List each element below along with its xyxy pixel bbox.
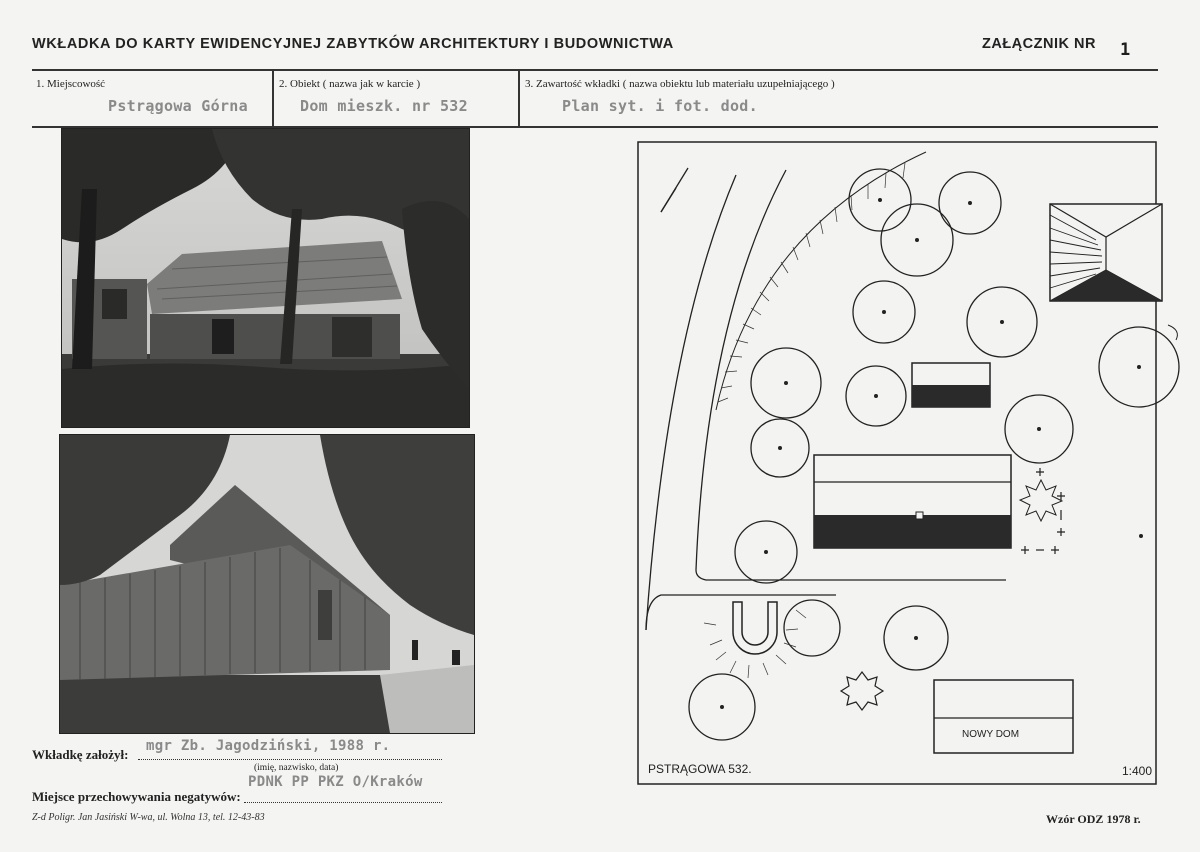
field-divider-2 xyxy=(518,70,520,126)
printer-imprint: Z-d Poligr. Jan Jasiński W-wa, ul. Wolna 13, tel. 12-43-83 xyxy=(32,812,265,823)
site-plan xyxy=(636,140,1186,788)
photo-house-front-image xyxy=(62,129,469,427)
plan-place-label: PSTRĄGOWA 532. xyxy=(648,762,752,776)
new-house-label: NOWY DOM xyxy=(962,729,1020,740)
form-id: Wzór ODZ 1978 r. xyxy=(1046,812,1141,826)
annex-label: ZAŁĄCZNIK NR xyxy=(982,36,1096,52)
author-value: mgr Zb. Jagodziński, 1988 r. xyxy=(146,738,391,754)
photo-house-side-image xyxy=(60,435,474,733)
photo-house-side xyxy=(59,434,475,734)
header-rule xyxy=(32,69,1158,71)
object-value: Dom mieszk. nr 532 xyxy=(300,97,468,115)
site-plan-drawing xyxy=(636,140,1186,788)
author-label: Wkładkę założył: xyxy=(32,747,129,762)
document-title: WKŁADKA DO KARTY EWIDENCYJNEJ ZABYTKÓW ARCHITEKTURY I BUDOWNICTWA xyxy=(32,36,674,52)
storage-label: Miejsce przechowywania negatywów: xyxy=(32,789,241,804)
field-divider-1 xyxy=(272,70,274,126)
object-label: 2. Obiekt ( nazwa jak w karcie ) xyxy=(279,78,421,90)
storage-value: PDNK PP PKZ O/Kraków xyxy=(248,774,423,790)
plan-scale: 1:400 xyxy=(1122,764,1153,778)
author-hint: (imię, nazwisko, data) xyxy=(254,763,339,773)
contents-label: 3. Zawartość wkładki ( nazwa obiektu lub materiału uzupełniającego ) xyxy=(525,78,835,90)
locality-value: Pstrągowa Górna xyxy=(108,97,248,115)
locality-label: 1. Miejscowość xyxy=(36,78,106,90)
author-dotted-line xyxy=(138,759,442,760)
annex-number: 1 xyxy=(1120,40,1131,60)
contents-value: Plan syt. i fot. dod. xyxy=(562,97,758,115)
storage-dotted-line xyxy=(244,802,442,803)
photo-house-front xyxy=(61,128,470,428)
